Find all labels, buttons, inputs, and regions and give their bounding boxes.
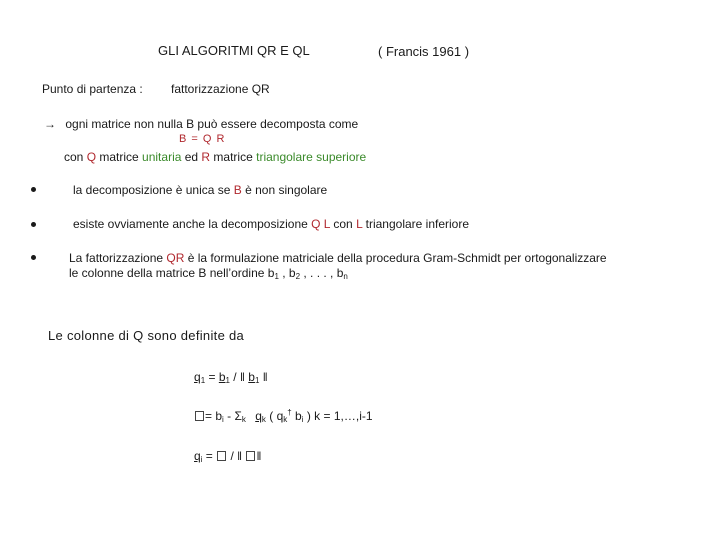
- text-span: matrice: [210, 150, 257, 164]
- ql-symbol: Q L: [311, 217, 331, 231]
- l-symbol: L: [356, 217, 363, 231]
- text-span: ‖: [256, 449, 262, 463]
- arrow-icon: →: [44, 117, 56, 131]
- text-span: triangolare inferiore: [362, 217, 470, 231]
- b-symbol: B: [233, 183, 242, 197]
- text-span: esiste ovviamente anche la decomposizione: [73, 217, 312, 231]
- q-vector: $q_1$: [194, 370, 206, 385]
- text-span: - Σ: [223, 409, 242, 423]
- text-span: La fattorizzazione: [69, 251, 167, 265]
- text-span: b: [291, 409, 302, 423]
- text-span: matrice: [96, 150, 143, 164]
- placeholder-glyph-icon: [246, 451, 255, 461]
- placeholder-glyph-icon: [217, 451, 226, 461]
- start-label: Punto di partenza :: [42, 82, 143, 96]
- qr-formula: B = Q R: [179, 133, 226, 145]
- placeholder-glyph-icon: [195, 411, 204, 421]
- subscript: k: [283, 415, 288, 424]
- bullet-dot: [31, 187, 36, 192]
- subscript: 1: [274, 272, 279, 281]
- bullet-2-text: [73, 217, 469, 231]
- dagger-symbol: †: [287, 408, 292, 417]
- formula-qi: [194, 449, 261, 464]
- start-value: fattorizzazione QR: [171, 82, 270, 96]
- text-span: con: [64, 150, 87, 164]
- q-symbol: Q: [86, 150, 97, 164]
- text-span: ed: [181, 150, 202, 164]
- text-span: è non singolare: [241, 183, 328, 197]
- subscript: k: [241, 415, 246, 424]
- formula-qi-tilde: [194, 408, 373, 424]
- statement-line3: [64, 150, 366, 164]
- text-span: la decomposizione è unica se: [73, 183, 234, 197]
- bullet-dot: [31, 222, 36, 227]
- subscript: i: [301, 415, 304, 424]
- subscript: n: [343, 272, 348, 281]
- text-span: =: [202, 449, 217, 463]
- bullet-1-text: [73, 183, 327, 197]
- b-vector: $b_1$: [248, 370, 260, 385]
- statement-line: [44, 117, 358, 131]
- bullet-3-line2: [69, 266, 348, 281]
- r-symbol: R: [201, 150, 211, 164]
- formula-q1: [194, 370, 268, 385]
- text-span: , b: [278, 266, 296, 280]
- text-span: / ‖: [229, 370, 249, 384]
- statement-text: ogni matrice non nulla B può essere decomposta come: [65, 117, 359, 131]
- q-vector: $q_i$: [194, 449, 203, 464]
- columns-heading: Le colonne di Q sono definite da: [48, 328, 245, 343]
- text-span: ( q: [265, 409, 284, 423]
- q-vector: $q_k$: [255, 409, 266, 424]
- subscript: i: [222, 415, 224, 424]
- text-span: = b: [205, 409, 223, 423]
- b-vector: $b_1$: [218, 370, 230, 385]
- text-span: , . . . , b: [300, 266, 344, 280]
- unitaria-text: unitaria: [142, 150, 182, 164]
- text-span: con: [330, 217, 357, 231]
- page-title: GLI ALGORITMI QR E QL: [158, 43, 310, 58]
- text-span: ) k = 1,…,i-1: [303, 409, 373, 423]
- bullet-3-line1: [69, 251, 607, 265]
- citation: ( Francis 1961 ): [378, 44, 470, 59]
- qr-symbol: QR: [166, 251, 185, 265]
- text-span: è la formulazione matriciale della procedura Gram-Schmidt per ortogonalizzare: [184, 251, 607, 265]
- bullet-dot: [31, 255, 36, 260]
- text-span: le colonne della matrice B nell’ordine b: [69, 266, 275, 280]
- triangular-text: triangolare superiore: [256, 150, 367, 164]
- text-span: ‖: [259, 370, 268, 384]
- text-span: / ‖: [227, 449, 246, 463]
- subscript: 2: [295, 272, 301, 281]
- text-span: =: [205, 370, 219, 384]
